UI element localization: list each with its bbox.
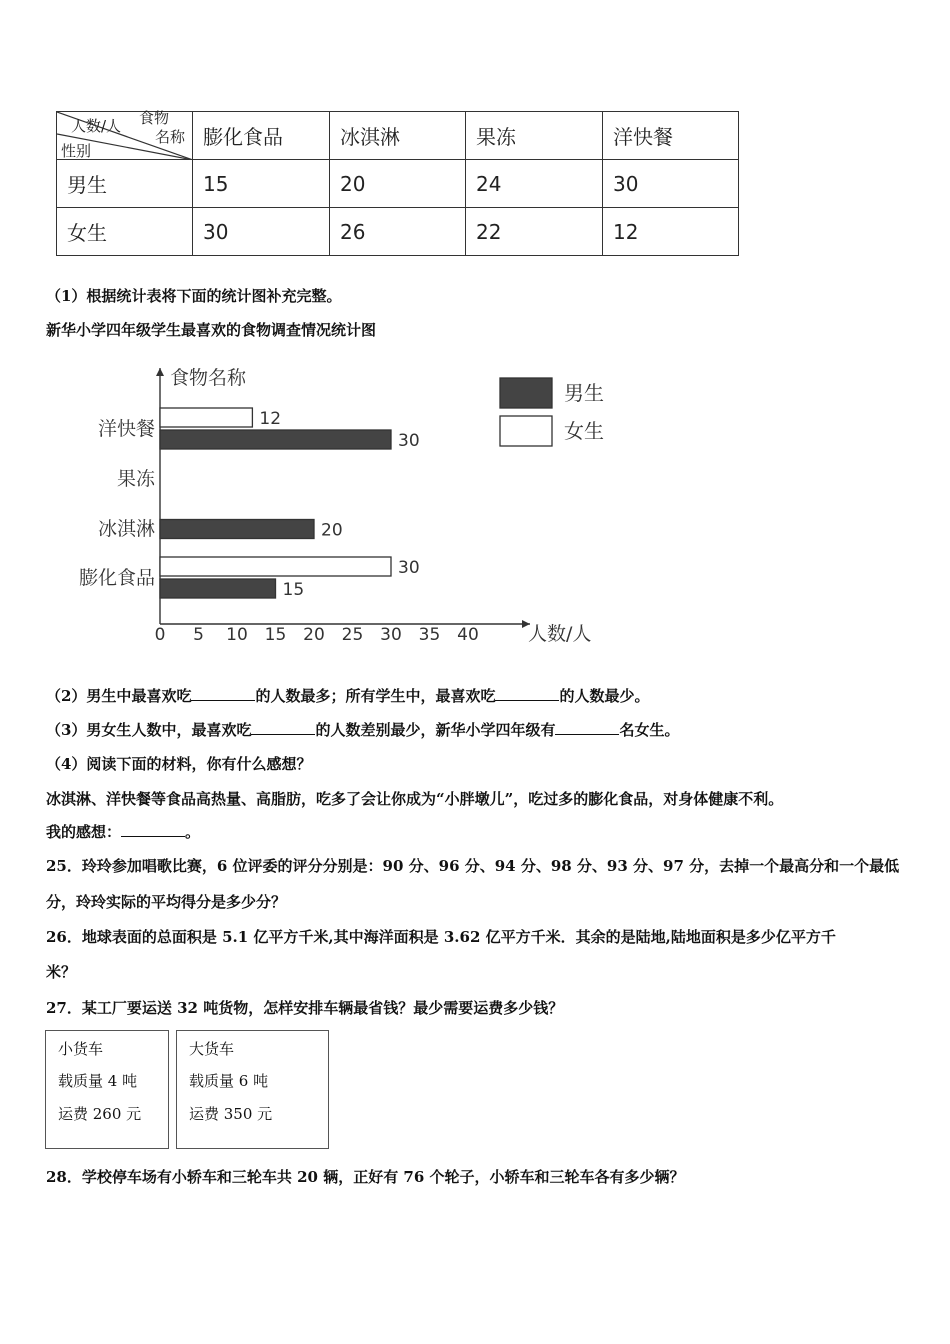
big-truck-box — [176, 1030, 329, 1149]
bar-chart — [0, 350, 950, 650]
feeling-label: 我的感想： — [46, 823, 122, 841]
x-tick-label: 15 — [264, 625, 287, 645]
data-label: 15 — [282, 580, 305, 600]
bar-boys — [160, 430, 391, 449]
x-tick-label: 40 — [457, 625, 479, 645]
category-label: 洋快餐 — [97, 418, 155, 440]
answer-blank[interactable] — [555, 720, 619, 735]
small-truck-fee: 运费 260 元 — [58, 1105, 142, 1123]
diag-label-food: 食物 — [139, 109, 170, 127]
small-truck-capacity: 载质量 4 吨 — [58, 1072, 138, 1090]
problem-25-line2: 分，玲玲实际的平均得分是多少分？ — [46, 893, 287, 911]
q3-part-a: （3）男女生人数中，最喜欢吃 — [46, 721, 252, 739]
data-label: 20 — [321, 520, 343, 541]
problem-25-line1: 25．玲玲参加唱歌比赛，6 位评委的评分分别是：90 分、96 分、94 分、98 分、93 分、97 分，去掉一个最高分和一个最低 — [46, 857, 900, 875]
feeling-line — [46, 822, 200, 842]
small-truck-name: 小货车 — [58, 1040, 104, 1058]
y-axis-arrow — [156, 368, 164, 376]
question-2 — [46, 686, 649, 706]
table-cell: 22 — [466, 208, 603, 256]
x-tick-label: 0 — [154, 625, 166, 645]
y-axis-label: 食物名称 — [170, 367, 247, 389]
column-header: 果冻 — [466, 112, 603, 160]
table-row — [57, 208, 739, 256]
big-truck-capacity: 载质量 6 吨 — [189, 1072, 269, 1090]
problem-26-line2: 米？ — [46, 963, 77, 981]
x-tick-label: 30 — [380, 625, 402, 645]
problem-26-line1: 26．地球表面的总面积是 5.1 亿平方千米,其中海洋面积是 3.62 亿平方千米．其余的是陆地,陆地面积是多少亿平方千 — [46, 928, 836, 946]
data-label: 12 — [259, 409, 282, 429]
column-header: 膨化食品 — [193, 112, 330, 160]
feeling-end: 。 — [185, 823, 201, 841]
table-cell: 26 — [330, 208, 466, 256]
category-label: 果冻 — [116, 468, 155, 490]
data-label: 30 — [398, 558, 420, 578]
x-axis-label: 人数/人 — [528, 623, 592, 645]
data-label: 30 — [398, 431, 420, 451]
category-label: 膨化食品 — [78, 567, 155, 589]
row-label: 男生 — [57, 160, 193, 208]
diagonal-header-cell — [57, 109, 193, 160]
legend-label: 男生 — [564, 381, 604, 405]
food-survey-table — [56, 111, 739, 256]
chart-title: 新华小学四年级学生最喜欢的食物调查情况统计图 — [46, 321, 377, 339]
answer-blank[interactable] — [121, 822, 185, 837]
diag-label-gender: 性别 — [61, 142, 92, 160]
x-tick-label: 35 — [418, 625, 441, 645]
column-header: 冰淇淋 — [330, 112, 466, 160]
q3-part-c: 名女生。 — [619, 721, 680, 739]
question-4: （4）阅读下面的材料，你有什么感想？ — [46, 755, 312, 773]
row-label: 女生 — [57, 208, 193, 256]
question-1: （1）根据统计表将下面的统计图补充完整。 — [46, 287, 342, 305]
diag-label-count: 人数/人 — [71, 117, 122, 135]
table-cell: 24 — [466, 160, 603, 208]
legend-swatch-boys — [500, 378, 552, 408]
table-cell: 15 — [193, 160, 330, 208]
big-truck-name: 大货车 — [189, 1040, 235, 1058]
q2-part-c: 的人数最少。 — [559, 687, 650, 705]
table-row — [57, 160, 739, 208]
small-truck-box — [45, 1030, 169, 1149]
question-3 — [46, 720, 679, 740]
answer-blank[interactable] — [191, 686, 255, 701]
bar-boys — [160, 579, 276, 598]
answer-blank[interactable] — [251, 720, 315, 735]
table-cell: 30 — [193, 208, 330, 256]
x-tick-label: 10 — [226, 625, 248, 645]
problem-27: 27．某工厂要运送 32 吨货物，怎样安排车辆最省钱？最少需要运费多少钱？ — [46, 999, 564, 1017]
bar-boys — [160, 520, 314, 539]
table-cell: 12 — [603, 208, 739, 256]
table-cell: 30 — [603, 160, 739, 208]
column-header: 洋快餐 — [603, 112, 739, 160]
table-cell: 20 — [330, 160, 466, 208]
bar-girls — [160, 557, 391, 576]
big-truck-fee: 运费 350 元 — [189, 1105, 273, 1123]
q3-part-b: 的人数差别最少，新华小学四年级有 — [315, 721, 556, 739]
q2-part-b: 的人数最多；所有学生中，最喜欢吃 — [255, 687, 496, 705]
category-label: 冰淇淋 — [97, 518, 155, 540]
diag-label-name: 名称 — [155, 128, 186, 146]
x-tick-label: 25 — [341, 625, 364, 645]
problem-28: 28．学校停车场有小轿车和三轮车共 20 辆，正好有 76 个轮子，小轿车和三轮车各有多少辆？ — [46, 1168, 685, 1186]
q2-part-a: （2）男生中最喜欢吃 — [46, 687, 192, 705]
reading-material: 冰淇淋、洋快餐等食品高热量、高脂肪，吃多了会让你成为“小胖墩儿”，吃过多的膨化食品，对身体健康不利。 — [46, 790, 784, 808]
x-tick-label: 20 — [303, 625, 325, 645]
answer-blank[interactable] — [495, 686, 559, 701]
legend-label: 女生 — [564, 419, 604, 443]
table-header-row — [57, 112, 739, 160]
x-tick-label: 5 — [193, 625, 204, 645]
legend-swatch-girls — [500, 416, 552, 446]
bar-girls — [160, 408, 252, 427]
